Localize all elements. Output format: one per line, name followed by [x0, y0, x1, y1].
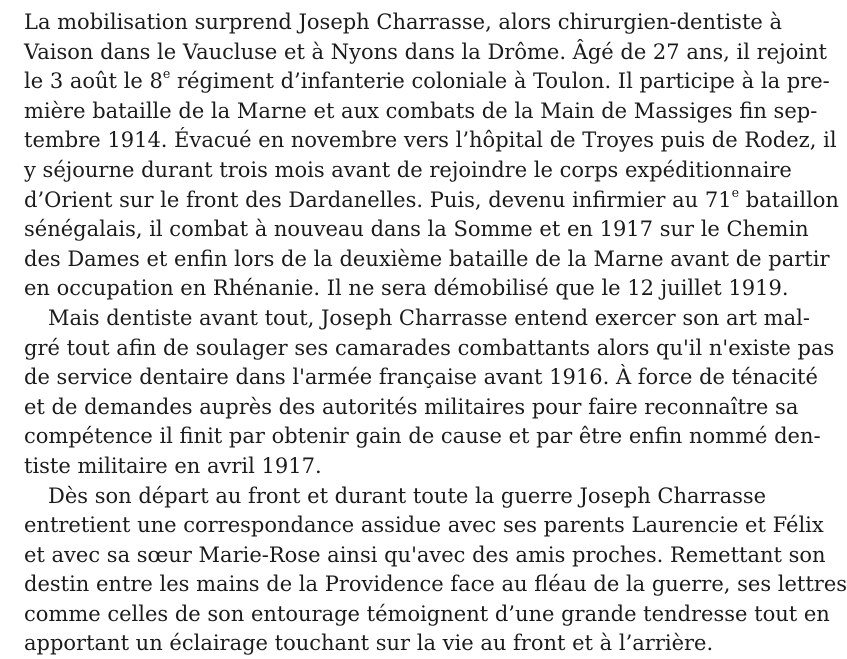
text-line: Dès son départ au front et durant toute la guerre Joseph Charrasse — [24, 482, 717, 512]
paragraph — [24, 304, 717, 482]
text-line: mière bataille de la Marne et aux combats de la Main de Massiges fin sep- — [24, 97, 717, 127]
text-line: destin entre les mains de la Providence face au fléau de la guerre, ses lettres — [24, 570, 717, 600]
text-line: tiste militaire en avril 1917. — [24, 452, 717, 482]
superscript: e — [732, 185, 739, 200]
text-line: y séjourne durant trois mois avant de rejoindre le corps expéditionnaire — [24, 156, 717, 186]
text-line: en occupation en Rhénanie. Il ne sera démobilisé que le 12 juillet 1919. — [24, 274, 717, 304]
paragraph — [24, 482, 717, 659]
text-line: des Dames et enfin lors de la deuxième bataille de la Marne avant de partir — [24, 245, 717, 275]
text-line: Mais dentiste avant tout, Joseph Charrasse entend exercer son art mal- — [24, 304, 717, 334]
text-line: d’Orient sur le front des Dardanelles. Puis, devenu infirmier au 71e bataillon — [24, 186, 717, 216]
text-line: Vaison dans le Vaucluse et à Nyons dans la Drôme. Âgé de 27 ans, il rejoint — [24, 38, 717, 68]
text-line: La mobilisation surprend Joseph Charrasse, alors chirurgien-dentiste à — [24, 8, 717, 38]
text-line: compétence il finit par obtenir gain de cause et par être enfin nommé den- — [24, 422, 717, 452]
text-line: comme celles de son entourage témoignent d’une grande tendresse tout en — [24, 600, 717, 630]
text-line: gré tout afin de soulager ses camarades combattants alors qu'il n'existe pas — [24, 334, 717, 364]
text-line: tembre 1914. Évacué en novembre vers l’hôpital de Troyes puis de Rodez, il — [24, 126, 717, 156]
text-line: et de demandes auprès des autorités militaires pour faire reconnaître sa — [24, 393, 717, 423]
text-line: le 3 août le 8e régiment d’infanterie coloniale à Toulon. Il participe à la pre- — [24, 67, 717, 97]
text-line: entretient une correspondance assidue avec ses parents Laurencie et Félix — [24, 511, 717, 541]
text-line: apportant un éclairage touchant sur la vie au front et à l’arrière. — [24, 629, 717, 659]
paragraph — [24, 8, 717, 304]
text-line: sénégalais, il combat à nouveau dans la Somme et en 1917 sur le Chemin — [24, 215, 717, 245]
superscript: e — [163, 66, 170, 81]
document-body — [24, 8, 717, 659]
text-line: de service dentaire dans l'armée française avant 1916. À force de ténacité — [24, 363, 717, 393]
text-line: et avec sa sœur Marie-Rose ainsi qu'avec des amis proches. Remettant son — [24, 541, 717, 571]
